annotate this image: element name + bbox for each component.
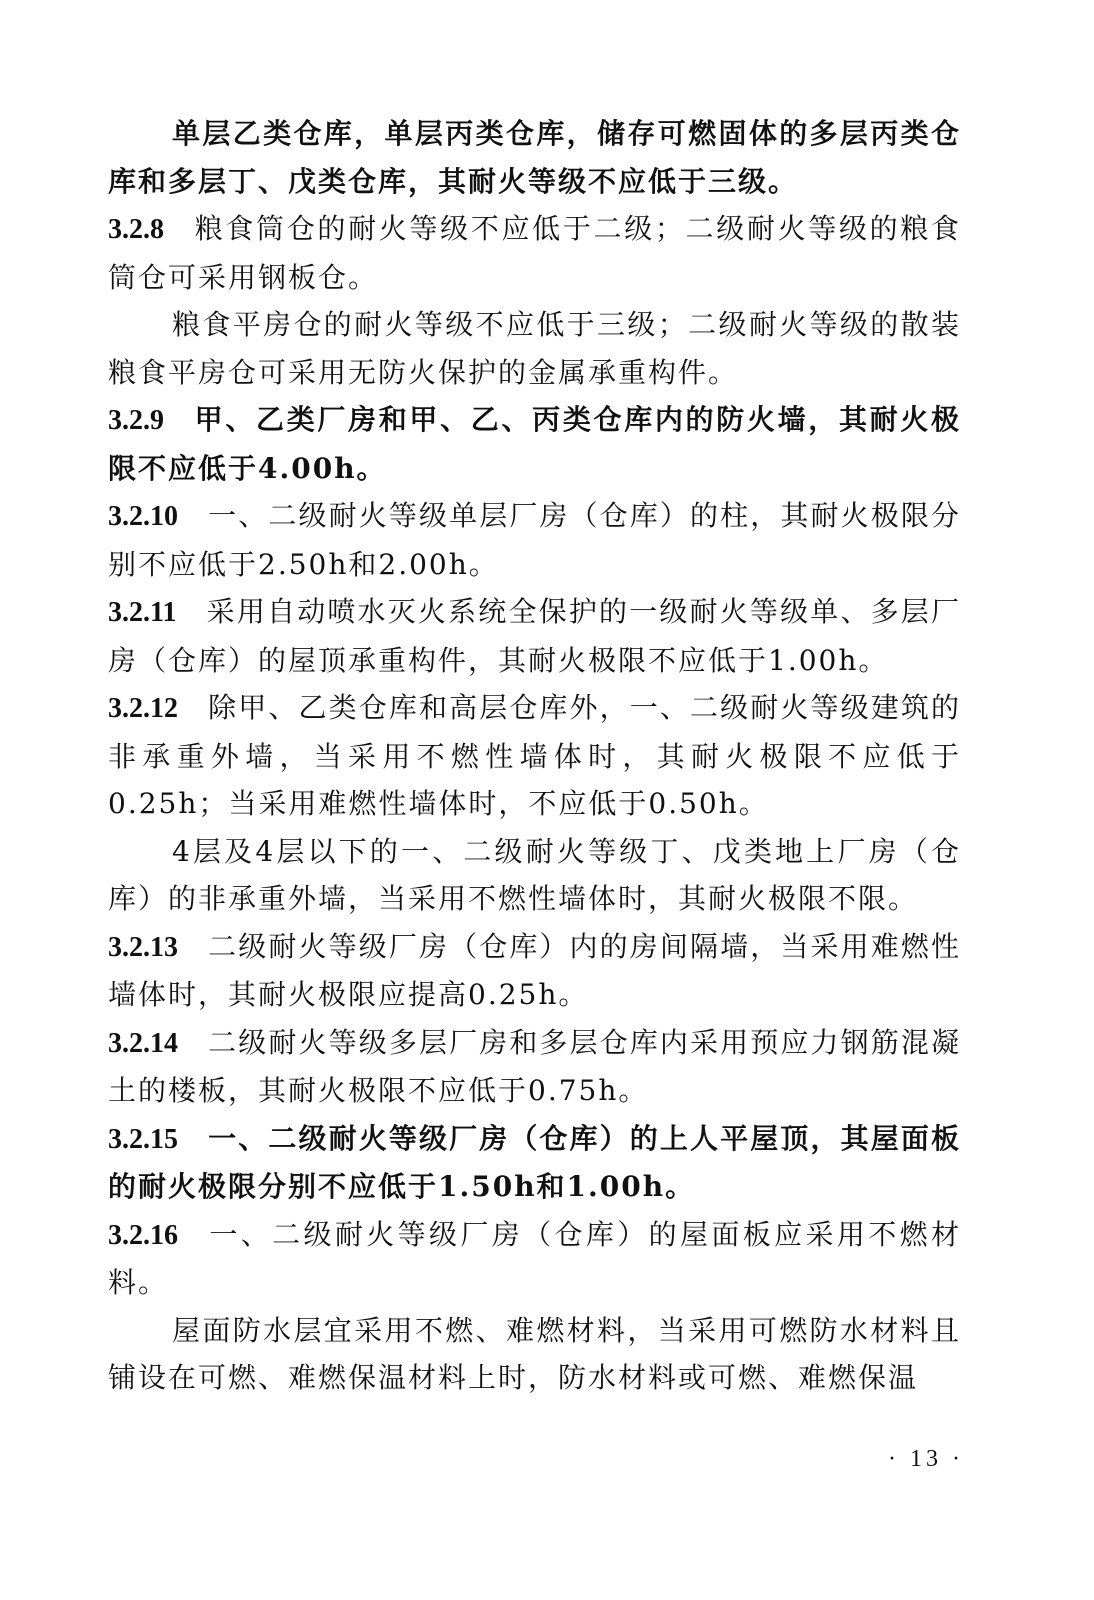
clause-number: 3.2.16 bbox=[108, 1219, 178, 1251]
page-number: · 13 · bbox=[888, 1446, 964, 1472]
clause-text: 一、二级耐火等级厂房（仓库）的上人平屋顶，其屋面板的耐火极限分别不应低于1.50h和1.00h。 bbox=[108, 1121, 961, 1203]
paragraph-text: 屋面防水层宜采用不燃、难燃材料，当采用可燃防水材料且铺设在可燃、难燃保温材料上时，防水材料或可燃、难燃保温 bbox=[108, 1313, 961, 1394]
clause-3-2-12 bbox=[108, 684, 961, 828]
clause-text: 二级耐火等级厂房（仓库）内的房间隔墙，当采用难燃性墙体时，其耐火极限应提高0.25h。 bbox=[108, 929, 961, 1011]
clause-3-2-11 bbox=[108, 588, 961, 684]
clause-text: 一、二级耐火等级单层厂房（仓库）的柱，其耐火极限分别不应低于2.50h和2.00h。 bbox=[108, 499, 961, 581]
clause-3-2-8 bbox=[108, 205, 961, 301]
clause-text: 采用自动喷水灭火系统全保护的一级耐火等级单、多层厂房（仓库）的屋顶承重构件，其耐火极限不应低于1.00h。 bbox=[108, 595, 961, 677]
clause-3-2-9 bbox=[108, 396, 961, 492]
clause-number: 3.2.11 bbox=[108, 597, 177, 628]
paragraph-non-bearing-wall bbox=[108, 828, 961, 923]
clause-number: 3.2.12 bbox=[108, 693, 178, 724]
clause-3-2-16 bbox=[108, 1211, 961, 1307]
clause-text: 二级耐火等级多层厂房和多层仓库内采用预应力钢筋混凝土的楼板，其耐火极限不应低于0.75h。 bbox=[108, 1025, 961, 1107]
paragraph-warehouse-rating bbox=[108, 110, 961, 205]
clause-number: 3.2.14 bbox=[108, 1027, 178, 1059]
clause-3-2-10 bbox=[108, 492, 961, 588]
clause-3-2-14 bbox=[108, 1019, 961, 1115]
clause-3-2-15 bbox=[108, 1115, 961, 1211]
paragraph-grain-warehouse bbox=[108, 301, 961, 396]
paragraph-roof-waterproofing bbox=[108, 1307, 961, 1402]
clause-text: 一、二级耐火等级厂房（仓库）的屋面板应采用不燃材料。 bbox=[108, 1217, 961, 1299]
clause-number: 3.2.8 bbox=[108, 214, 164, 245]
paragraph-text: 粮食平房仓的耐火等级不应低于三级；二级耐火等级的散装粮食平房仓可采用无防火保护的金属承重构件。 bbox=[108, 308, 961, 389]
paragraph-text: 4层及4层以下的一、二级耐火等级丁、戊类地上厂房（仓库）的非承重外墙，当采用不燃性墙体时，其耐火极限不限。 bbox=[108, 834, 961, 915]
paragraph-text: 单层乙类仓库，单层丙类仓库，储存可燃固体的多层丙类仓库和多层丁、戊类仓库，其耐火等级不应低于三级。 bbox=[108, 117, 961, 198]
body-text bbox=[108, 110, 961, 1402]
clause-number: 3.2.10 bbox=[108, 501, 178, 532]
clause-number: 3.2.13 bbox=[108, 931, 178, 963]
clause-number: 3.2.9 bbox=[108, 405, 164, 436]
clause-text: 除甲、乙类仓库和高层仓库外，一、二级耐火等级建筑的非承重外墙，当采用不燃性墙体时，其耐火极限不应低于0.25h；当采用难燃性墙体时，不应低于0.50h。 bbox=[108, 691, 961, 820]
clause-text: 粮食筒仓的耐火等级不应低于二级；二级耐火等级的粮食筒仓可采用钢板仓。 bbox=[108, 212, 961, 294]
clause-3-2-13 bbox=[108, 923, 961, 1019]
clause-number: 3.2.15 bbox=[108, 1123, 178, 1155]
clause-text: 甲、乙类厂房和甲、乙、丙类仓库内的防火墙，其耐火极限不应低于4.00h。 bbox=[108, 403, 961, 485]
